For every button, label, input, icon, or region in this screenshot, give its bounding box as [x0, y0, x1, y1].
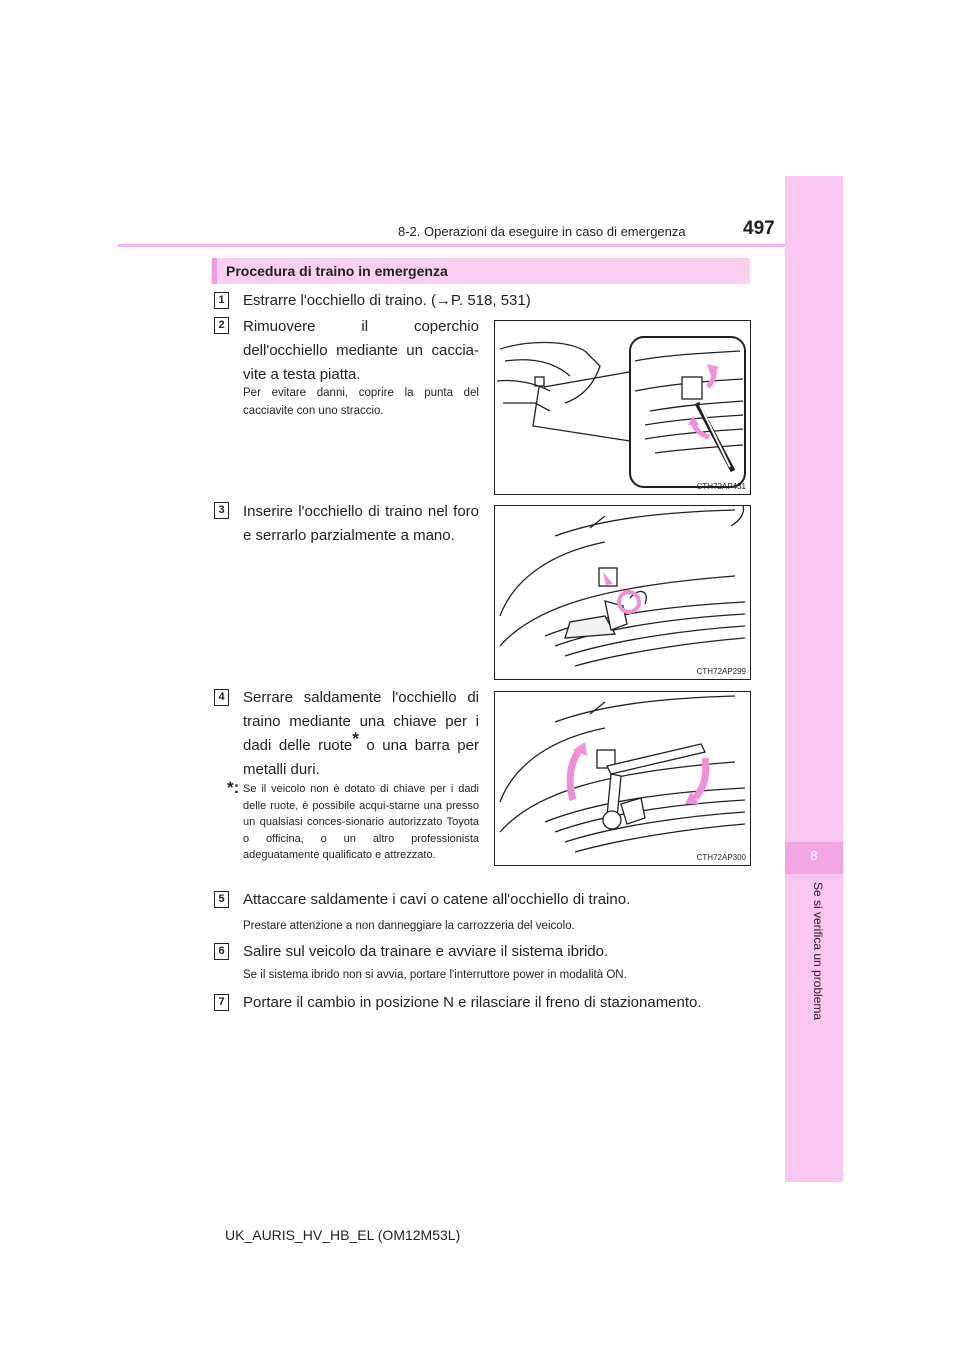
document-footer: UK_AURIS_HV_HB_EL (OM12M53L)	[225, 1227, 461, 1243]
step-6-note: Se il sistema ibrido non si avvia, portare l'interruttore power in modalità ON.	[243, 969, 627, 981]
header-rule	[118, 244, 785, 247]
illustration-eyelet-insert	[495, 506, 750, 679]
step-4-text-a: Serrare saldamente l'occhiello di traino mediante una chiave per i dadi delle ruote	[243, 689, 479, 754]
step-6-text: Salire sul veicolo da trainare e avviare il sistema ibrido.	[243, 943, 609, 960]
step-5-note: Prestare attenzione a non danneggiare la carrozzeria del veicolo.	[243, 920, 575, 932]
section-title: 8-2. Operazioni da eseguire in caso di emergenza	[398, 224, 686, 239]
step-number-3: 3	[214, 502, 229, 519]
step-number-4: 4	[214, 689, 229, 706]
figure-tighten-eyelet	[494, 691, 751, 866]
step-2-text: Rimuovere il coperchio dell'occhiello mediante un caccia-vite a testa piatta.	[243, 318, 479, 383]
page-number: 497	[743, 218, 775, 239]
illustration-screwdriver-cover	[495, 321, 750, 494]
step-number-5: 5	[214, 891, 229, 908]
illustration-wrench-tighten	[495, 692, 750, 865]
figure-insert-eyelet	[494, 505, 751, 680]
chapter-title: Se si verifica un problema	[811, 882, 825, 1021]
figure-code: CTH72AP299	[696, 667, 746, 676]
step-number-1: 1	[214, 292, 229, 309]
asterisk-mark: *	[352, 729, 359, 748]
footnote-mark: *:	[227, 778, 240, 797]
figure-code: CTH72AP300	[696, 853, 746, 862]
step-number-6: 6	[214, 943, 229, 960]
chapter-number: 8	[810, 848, 818, 863]
step-number-2: 2	[214, 317, 229, 334]
step-1-text: Estrarre l'occhiello di traino. (→P. 518, 531)	[243, 292, 531, 309]
step-3-text: Inserire l'occhiello di traino nel foro e serrarlo parzialmente a mano.	[243, 503, 479, 544]
figure-remove-cover	[494, 320, 751, 495]
step-4-text	[243, 686, 479, 782]
step-number-7: 7	[214, 994, 229, 1011]
figure-code: CTH72AP431	[696, 482, 746, 491]
step-4-text-b: o una barra per metalli duri.	[243, 737, 479, 778]
step-7-text: Portare il cambio in posizione N e rilasciare il freno di stazionamento.	[243, 994, 702, 1011]
procedure-title-accent	[212, 258, 217, 284]
procedure-title: Procedura di traino in emergenza	[226, 263, 448, 279]
step-5-text: Attaccare saldamente i cavi o catene all'occhiello di traino.	[243, 891, 631, 908]
step-2-note: Per evitare danni, coprire la punta del cacciavite con uno straccio.	[243, 387, 479, 417]
step-4-footnote: Se il veicolo non è dotato di chiave per i dadi delle ruote, è possibile acqui-starne una presso un qualsiasi conces-sionario autorizzato Toyota o officina, o un altro professionista adeguatamente qualificato e attrezzato.	[243, 783, 479, 861]
